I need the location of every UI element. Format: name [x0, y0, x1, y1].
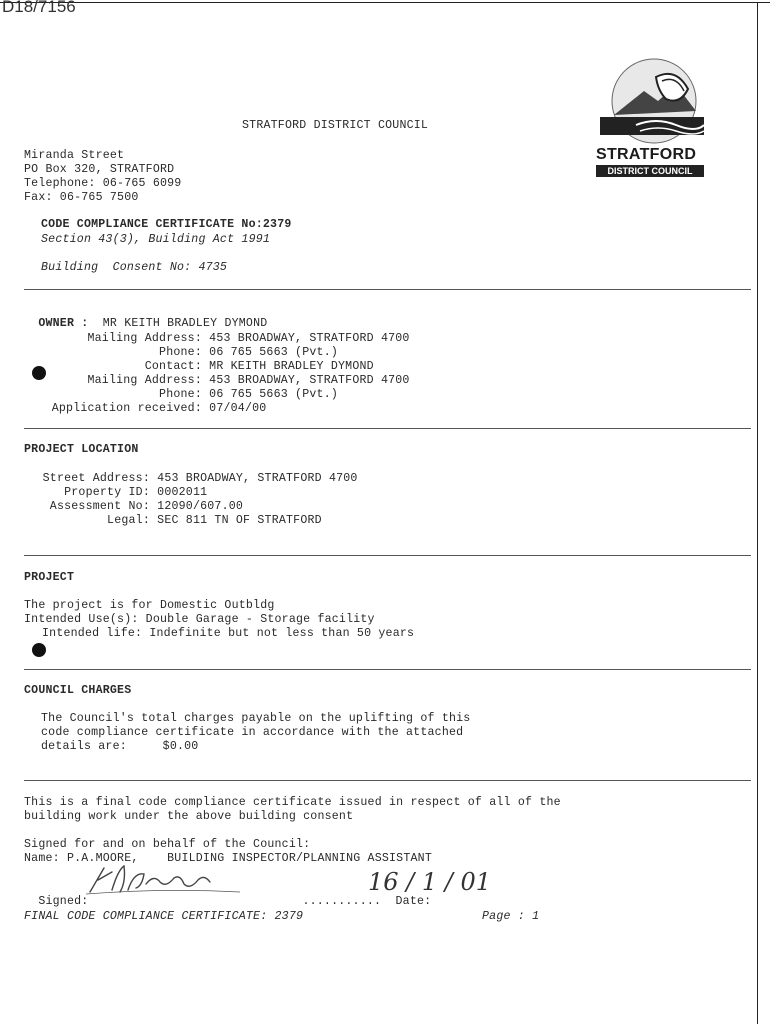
- location-row-value: SEC 811 TN OF STRATFORD: [157, 514, 322, 527]
- owner-row-value: 07/04/00: [209, 402, 267, 415]
- address-street: Miranda Street: [24, 149, 125, 162]
- address-po-box: PO Box 320, STRATFORD: [24, 163, 175, 176]
- date-label: Date:: [395, 895, 432, 908]
- page-right-edge: [757, 2, 758, 1024]
- address-telephone: Telephone: 06-765 6099: [24, 177, 182, 190]
- owner-row: [24, 388, 338, 401]
- charges-line-1: The Council's total charges payable on the uplifting of this: [41, 712, 471, 725]
- owner-row-key: Phone:: [159, 388, 202, 401]
- certificate-section: Section 43(3), Building Act 1991: [41, 233, 271, 246]
- location-row-value: 453 BROADWAY, STRATFORD 4700: [157, 472, 358, 485]
- owner-row: [24, 346, 338, 359]
- building-consent: Building Consent No: 4735: [41, 261, 228, 274]
- location-row-value: 0002011: [157, 486, 208, 499]
- owner-row-key: Application received:: [51, 402, 202, 415]
- project-intended-life: Intended life: Indefinite but not less than 50 years: [42, 627, 415, 640]
- owner-row-value: 453 BROADWAY, STRATFORD 4700: [209, 374, 410, 387]
- document-reference: D18/7156: [2, 0, 76, 16]
- charges-line-2: code compliance certificate in accordance with the attached: [41, 726, 464, 739]
- location-row: [24, 500, 243, 513]
- address-fax: Fax: 06-765 7500: [24, 191, 139, 204]
- location-row-key: Street Address:: [42, 472, 150, 485]
- owner-row-value: MR KEITH BRADLEY DYMOND: [209, 360, 374, 373]
- divider-3: [24, 555, 751, 556]
- divider-2: [24, 428, 751, 429]
- certificate-title: CODE COMPLIANCE CERTIFICATE No:2379: [41, 218, 292, 231]
- council-charges-heading: COUNCIL CHARGES: [24, 684, 132, 697]
- project-intended-use: Intended Use(s): Double Garage - Storage facility: [24, 613, 375, 626]
- owner-row: [24, 374, 410, 387]
- owner-row-value: 453 BROADWAY, STRATFORD 4700: [209, 332, 410, 345]
- signed-for-line: Signed for and on behalf of the Council:: [24, 838, 311, 851]
- location-row-key: Assessment No:: [49, 500, 150, 513]
- owner-row: [24, 402, 266, 415]
- signed-label: Signed:: [38, 895, 89, 908]
- final-statement-line-2: building work under the above building consent: [24, 810, 354, 823]
- location-row: [24, 486, 207, 499]
- owner-label: OWNER :: [38, 317, 89, 330]
- project-description: The project is for Domestic Outbldg: [24, 599, 275, 612]
- signed-dots: ...........: [302, 895, 382, 908]
- location-row-value: 12090/607.00: [157, 500, 244, 513]
- project-heading: PROJECT: [24, 571, 75, 584]
- owner-row-value: 06 765 5663 (Pvt.): [209, 346, 339, 359]
- date-value: 16 / 1 / 01: [368, 868, 492, 896]
- divider-5: [24, 780, 751, 781]
- final-statement-line-1: This is a final code compliance certificate issued in respect of all of the: [24, 796, 561, 809]
- owner-row: [24, 360, 374, 373]
- owner-row-key: Phone:: [159, 346, 202, 359]
- footer-page: Page : 1: [482, 910, 540, 923]
- owner-heading: [24, 304, 267, 330]
- owner-row-key: Contact:: [144, 360, 202, 373]
- project-location-heading: PROJECT LOCATION: [24, 443, 139, 456]
- location-row-key: Legal:: [107, 514, 150, 527]
- stratford-logo: [596, 55, 706, 175]
- owner-row-value: 06 765 5663 (Pvt.): [209, 388, 339, 401]
- divider-4: [24, 669, 751, 670]
- logo-subtitle: DISTRICT COUNCIL: [596, 165, 704, 177]
- owner-row: [24, 332, 410, 345]
- council-title: STRATFORD DISTRICT COUNCIL: [242, 119, 429, 132]
- owner-row-key: Mailing Address:: [87, 374, 202, 387]
- stratford-logo-emblem: [596, 55, 706, 145]
- punch-hole-2: [32, 643, 46, 657]
- charges-line-3: details are: $0.00: [41, 740, 199, 753]
- owner-name: MR KEITH BRADLEY DYMOND: [102, 317, 268, 330]
- handwritten-signature: [84, 862, 244, 898]
- owner-row-key: Mailing Address:: [87, 332, 202, 345]
- location-row: [24, 472, 358, 485]
- punch-hole-1: [32, 366, 46, 380]
- footer-certificate: FINAL CODE COMPLIANCE CERTIFICATE: 2379: [24, 910, 304, 923]
- page-top-edge: [0, 2, 770, 3]
- location-row: [24, 514, 322, 527]
- signer-name-line: Name: P.A.MOORE, BUILDING INSPECTOR/PLANNING ASSISTANT: [24, 852, 432, 865]
- divider-1: [24, 289, 751, 290]
- location-row-key: Property ID:: [64, 486, 150, 499]
- logo-name: STRATFORD: [596, 146, 697, 163]
